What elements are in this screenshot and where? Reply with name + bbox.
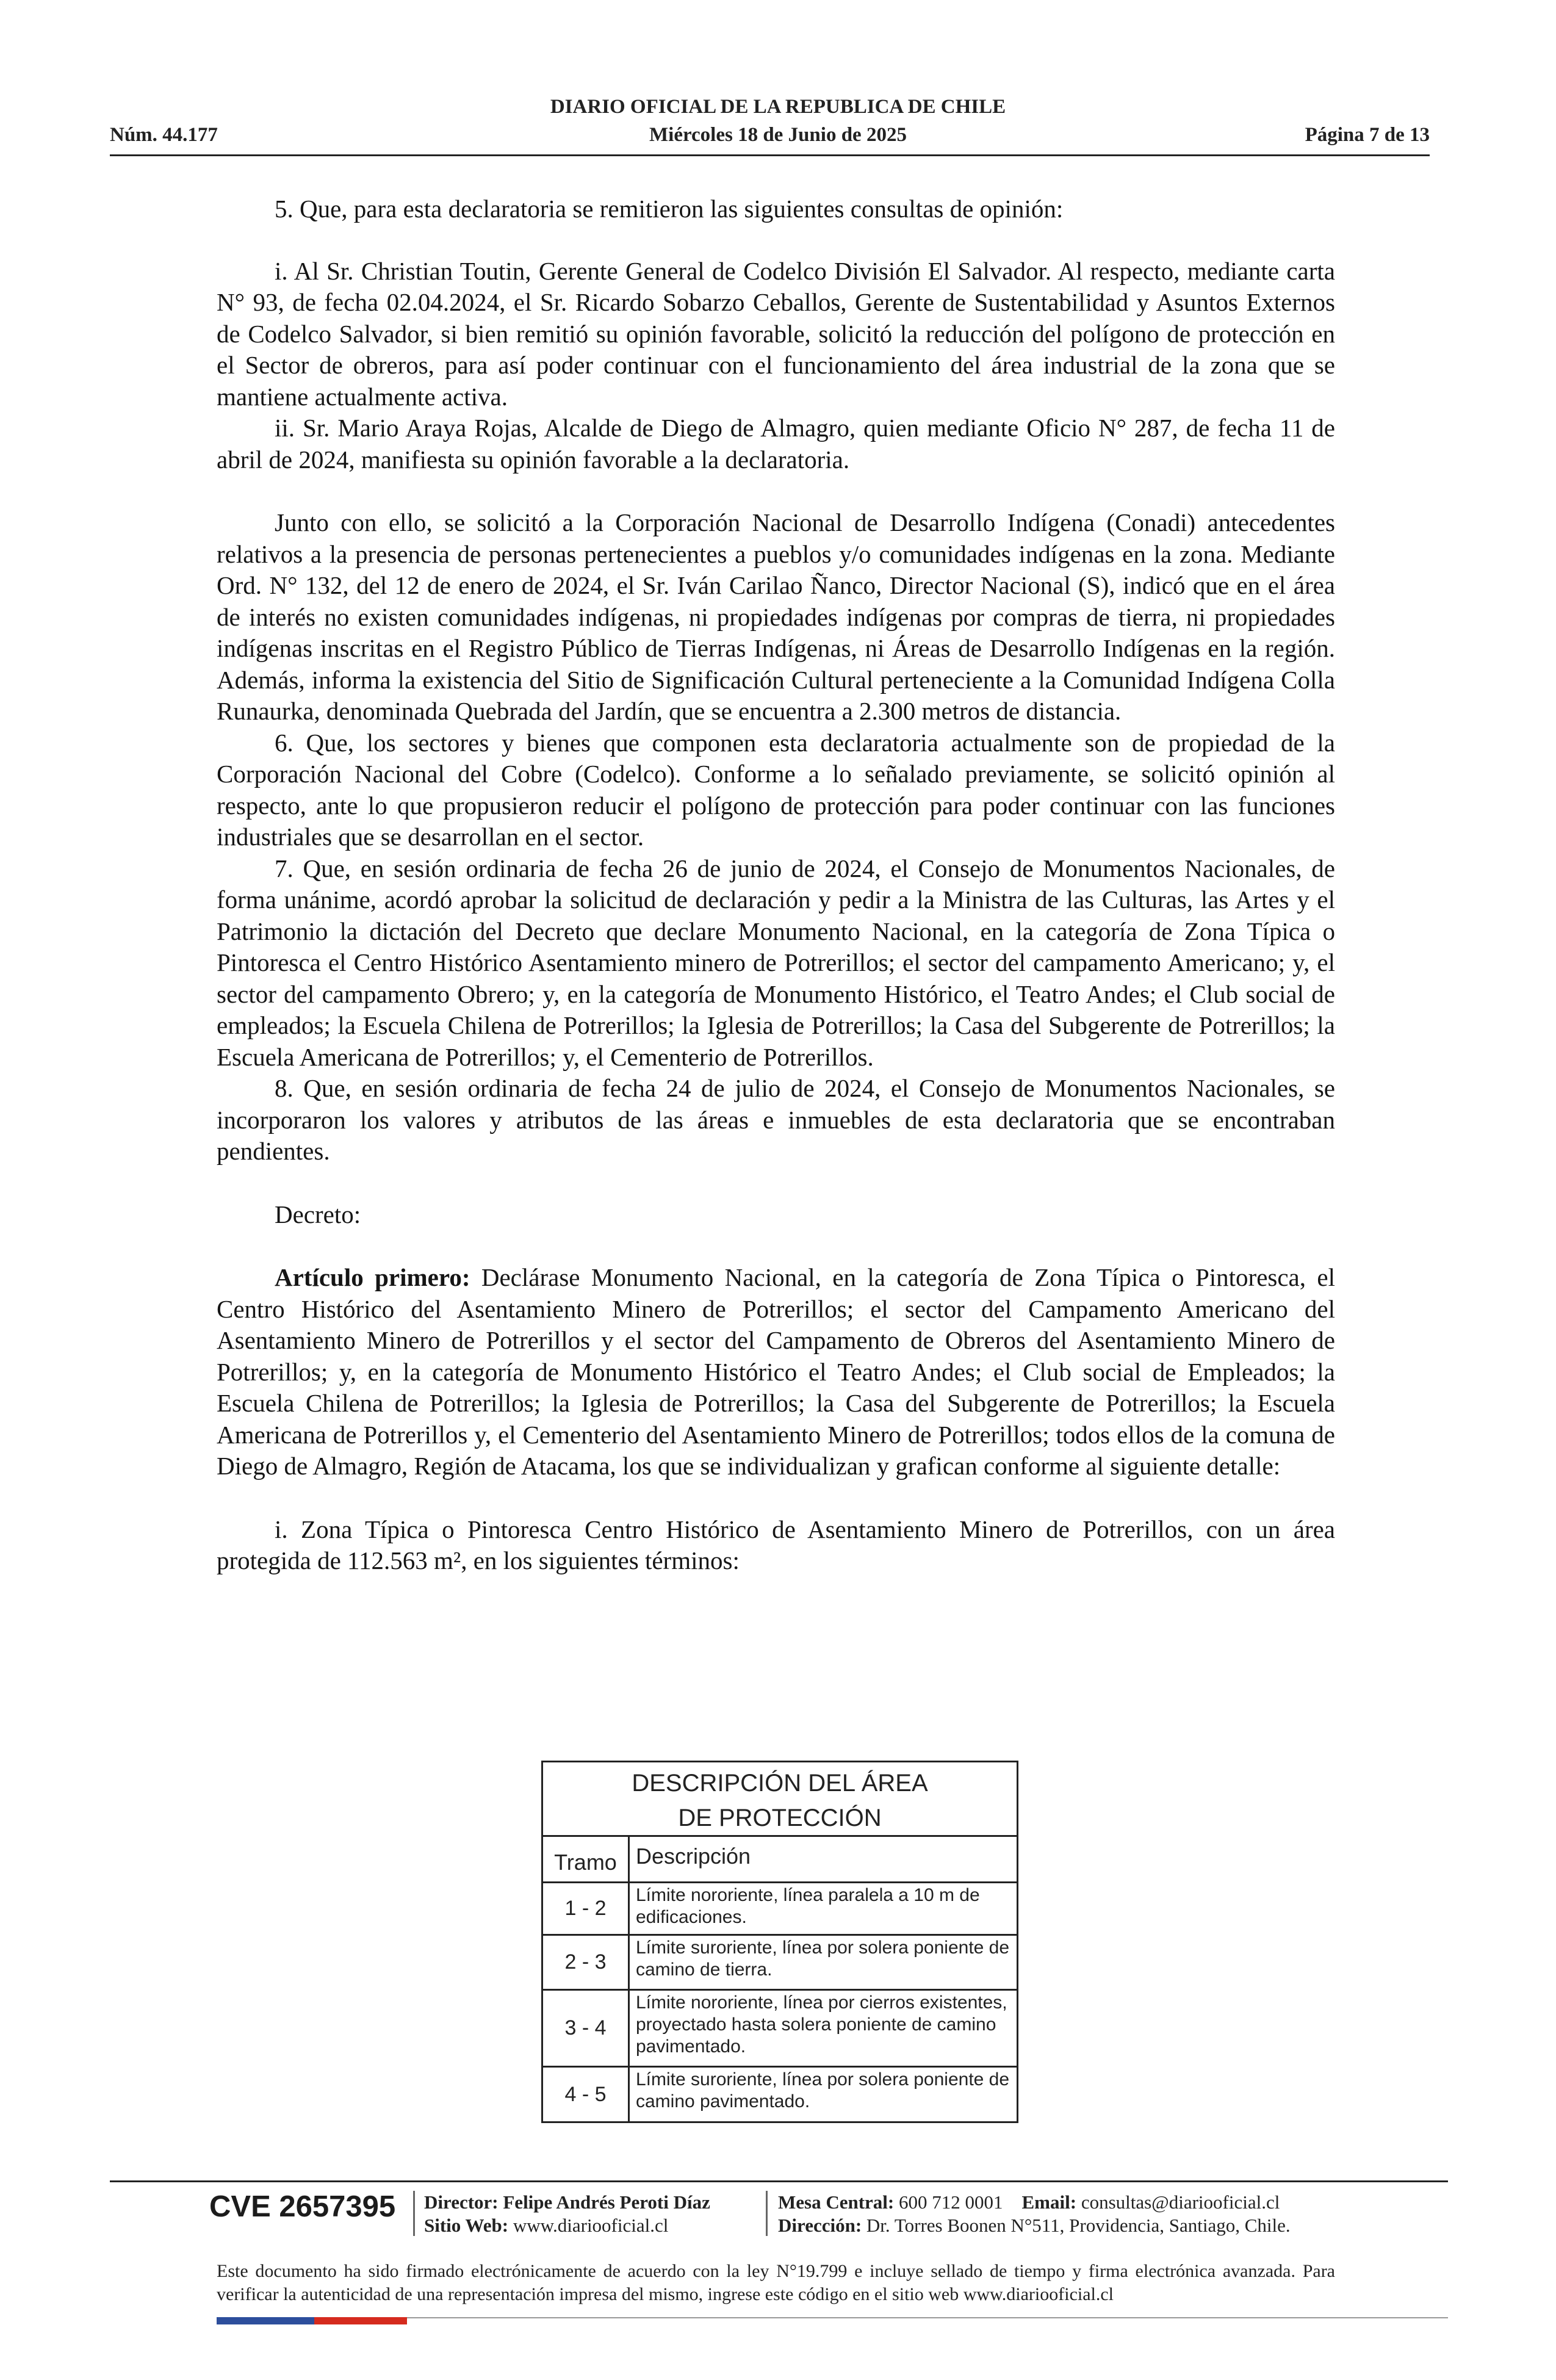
table-cell-descripcion: Límite suroriente, línea por solera poniente de camino de tierra.: [636, 1938, 1010, 1980]
table-cell-descripcion: Límite suroriente, línea por solera poniente de camino pavimentado.: [636, 2069, 1010, 2111]
footer-rule: [110, 2180, 1448, 2182]
cve-code: CVE 2657395: [209, 2190, 396, 2223]
footer-legal-notice: Este documento ha sido firmado electrónicamente de acuerdo con la ley N°19.799 e incluye sellado de tiempo y firma electrónica avanzada. Para verificar la autenticidad de una representación impresa del mismo, ingrese este código en el sitio web www.diariooficial.cl: [217, 2261, 1335, 2304]
header-page: Página 7 de 13: [1305, 124, 1430, 146]
table-row: [543, 1936, 1017, 1991]
paragraph-7: 7. Que, en sesión ordinaria de fecha 26 de junio de 2024, el Consejo de Monumentos Nacionales, de forma unánime, acordó aprobar la solicitud de declaración y pedir a la Ministra de las Culturas, las Artes y el Patrimonio la dictación del Decreto que declare Monumento Nacional, en la categoría de Zona Típica o Pintoresca el Centro Histórico Asentamiento minero de Potrerillos; el sector del campamento Americano; y, el sector del campamento Obrero; y, en la categoría de Monumento Histórico, el Teatro Andes; el Club social de empleados; la Escuela Chilena de Potrerillos; la Iglesia de Potrerillos; la Casa del Subgerente de Potrerillos; la Escuela Americana de Potrerillos; y, el Cementerio de Potrerillos.: [217, 854, 1335, 1071]
paragraph-conadi: Junto con ello, se solicitó a la Corporación Nacional de Desarrollo Indígena (Conadi) antecedentes relativos a la presencia de personas pertenecientes a pueblos y/o comunidades indígenas en la zona. Mediante Ord. N° 132, del 12 de enero de 2024, el Sr. Iván Carilao Ñanco, Director Nacional (S), indicó que en el área de interés no existen comunidades indígenas, ni propiedades indígenas por compras de tierra, ni propiedades indígenas inscritas en el Registro Público de Tierras Indígenas, ni Áreas de Desarrollo Indígenas en la región. Además, informa la existencia del Sitio de Significación Cultural perteneciente a la Comunidad Indígena Colla Runaurka, denominada Quebrada del Jardín, que se encuentra a 2.300 metros de distancia.: [217, 508, 1335, 725]
paragraph-5-i: i. Al Sr. Christian Toutin, Gerente General de Codelco División El Salvador. Al respecto, mediante carta N° 93, de fecha 02.04.2024, el Sr. Ricardo Sobarzo Ceballos, Gerente de Sustentabilidad y Asuntos Externos de Codelco Salvador, si bien remitió su opinión favorable, solicitó la reducción del polígono de protección en el Sector de obreros, para así poder continuar con el funcionamiento del área industrial de la zona que se mantiene actualmente activa.: [217, 256, 1335, 411]
flag-bar-red: [314, 2317, 407, 2324]
flag-bar-blue: [217, 2317, 314, 2324]
address-label: Dirección:: [778, 2215, 862, 2236]
table-row: [543, 2068, 1017, 2121]
table-cell-tramo: 3 - 4: [543, 1991, 630, 2066]
footer-address: [778, 2214, 1291, 2237]
articulo-primero: [217, 1262, 1335, 1482]
articulo-primero-label: Artículo primero:: [275, 1263, 470, 1291]
director-label: Director:: [424, 2191, 499, 2213]
table-title-line1: DESCRIPCIÓN DEL ÁREA: [632, 1770, 928, 1797]
director-name: Felipe Andrés Peroti Díaz: [503, 2191, 710, 2213]
header-rule: [110, 154, 1430, 156]
paragraph-5: 5. Que, para esta declaratoria se remitieron las siguientes consultas de opinión:: [275, 195, 1064, 223]
email-label: Email:: [1021, 2191, 1077, 2213]
table-cell-tramo: 2 - 3: [543, 1936, 630, 1989]
protection-area-table: [541, 1761, 1018, 2123]
footer-contact: [778, 2191, 1280, 2214]
mesa-label: Mesa Central:: [778, 2191, 895, 2213]
column-header-tramo: Tramo: [543, 1837, 630, 1881]
address-value: Dr. Torres Boonen N°511, Providencia, Santiago, Chile.: [866, 2215, 1291, 2236]
mesa-phone: 600 712 0001: [899, 2191, 1003, 2213]
paragraph-5-ii: ii. Sr. Mario Araya Rojas, Alcalde de Diego de Almagro, quien mediante Oficio N° 287, de fecha 11 de abril de 2024, manifiesta su opinión favorable a la declaratoria.: [217, 414, 1335, 474]
website-label: Sitio Web:: [424, 2215, 509, 2236]
footer-director: [424, 2191, 710, 2214]
footer-website: [424, 2214, 668, 2237]
paragraph-8: 8. Que, en sesión ordinaria de fecha 24 de julio de 2024, el Consejo de Monumentos Nacionales, se incorporaron los valores y atributos de las áreas e inmuebles de esta declaratoria que se encontraban pendientes.: [217, 1074, 1335, 1165]
header-number: Núm. 44.177: [110, 124, 218, 146]
header-date: Miércoles 18 de Junio de 2025: [649, 124, 907, 146]
table-title-line2: DE PROTECCIÓN: [678, 1805, 882, 1831]
table-header-row: [543, 1837, 1017, 1883]
column-header-descripcion: Descripción: [636, 1844, 751, 1869]
table-row: [543, 1883, 1017, 1936]
email-link[interactable]: consultas@diariooficial.cl: [1081, 2191, 1280, 2213]
table-cell-descripcion: Límite nororiente, línea por cierros existentes, proyectado hasta solera poniente de camino pavimentado.: [636, 1992, 1007, 2057]
table-cell-tramo: 4 - 5: [543, 2068, 630, 2121]
table-cell-tramo: 1 - 2: [543, 1883, 630, 1934]
header-title: DIARIO OFICIAL DE LA REPUBLICA DE CHILE: [550, 96, 1006, 118]
table-title: [543, 1762, 1017, 1837]
table-cell-descripcion: Límite nororiente, línea paralela a 10 m de edificaciones.: [636, 1885, 980, 1927]
footer-separator: [413, 2191, 415, 2236]
articulo-primero-text: Declárase Monumento Nacional, en la categoría de Zona Típica o Pintoresca, el Centro Histórico del Asentamiento Minero de Potrerillos; el sector del Campamento Americano del Asentamiento Minero de Potrerillos y el sector del Campamento de Obreros del Asentamiento Minero de Potrerillos; y, en la categoría de Monumento Histórico el Teatro Andes; el Club social de Empleados; la Escuela Chilena de Potrerillos; la Iglesia de Potrerillos; la Casa del Subgerente de Potrerillos; la Escuela Americana de Potrerillos y, el Cementerio del Asentamiento Minero de Potrerillos; todos ellos de la comuna de Diego de Almagro, Región de Atacama, los que se individualizan y grafican conforme al siguiente detalle:: [217, 1263, 1335, 1480]
decreto-heading: Decreto:: [275, 1200, 361, 1228]
document-body: [217, 193, 1335, 1577]
paragraph-6: 6. Que, los sectores y bienes que componen esta declaratoria actualmente son de propiedad de la Corporación Nacional del Cobre (Codelco). Conforme a lo señalado previamente, se solicitó opinión al respecto, ante lo que propusieron reducir el polígono de protección para poder continuar con las funciones industriales que se desarrollan en el sector.: [217, 728, 1335, 851]
footer-separator: [766, 2191, 768, 2236]
zona-tipica-intro: i. Zona Típica o Pintoresca Centro Histórico de Asentamiento Minero de Potrerillos, con un área protegida de 112.563 m², en los siguientes términos:: [217, 1515, 1335, 1574]
table-row: [543, 1991, 1017, 2068]
website-link[interactable]: www.diariooficial.cl: [513, 2215, 669, 2236]
